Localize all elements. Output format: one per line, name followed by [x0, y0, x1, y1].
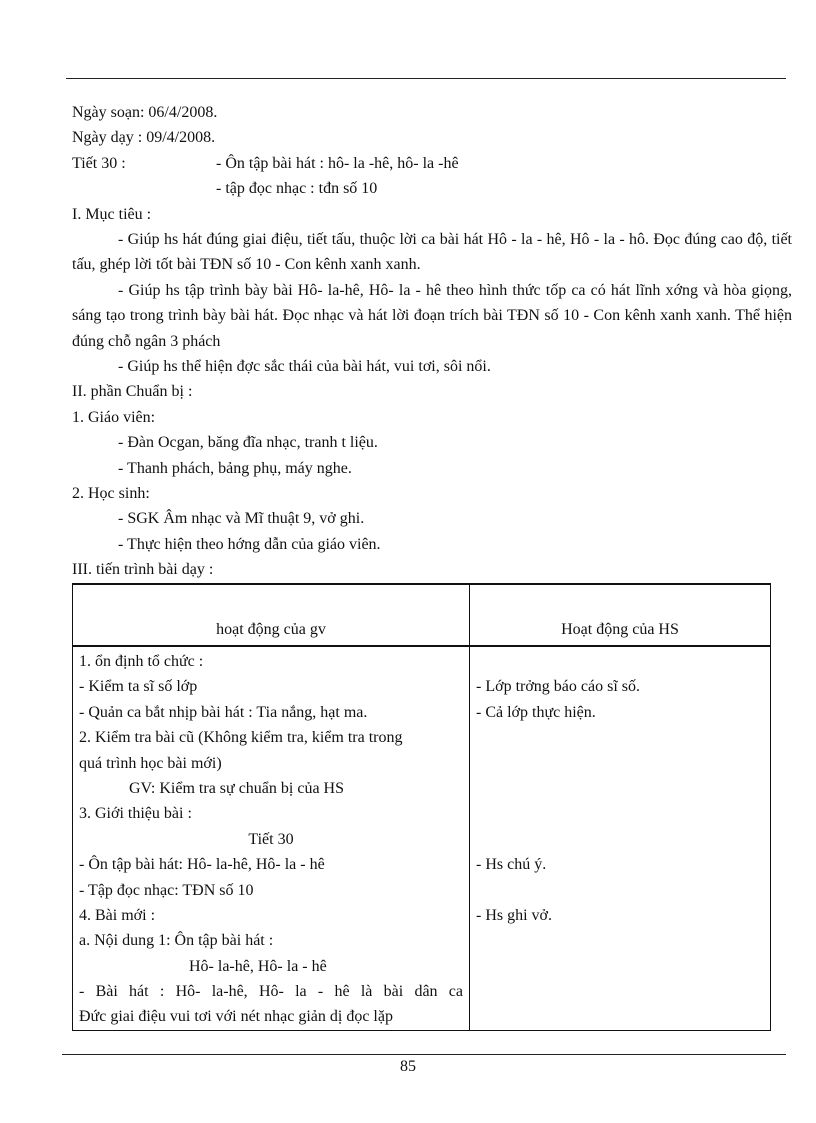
teacher-activity-lines [73, 647, 469, 1030]
student-activity-lines [470, 647, 770, 928]
hs-line [476, 801, 764, 826]
lesson-plan-body [72, 100, 792, 583]
activities-table [72, 583, 771, 1031]
ngay-soan: Ngày soạn: 06/4/2008. [72, 104, 218, 121]
muc-tieu-heading: I. Mục tiêu : [72, 205, 152, 223]
gv-line: - Tập đọc nhạc: TĐN số 10 [79, 881, 254, 899]
hs-line [476, 776, 764, 801]
gv-line: 3. Giới thiệu bài : [79, 805, 192, 823]
gv-line: Đức giai điệu vui tơi với nét nhạc giản dị đọc lặp [79, 1008, 393, 1026]
tiet-label: Tiết 30 : [72, 154, 126, 172]
hs-line: - Hs chú ý. [476, 856, 547, 874]
hs-line: - Cả lớp thực hiện. [476, 703, 596, 721]
gv-line: Hô- la-hê, Hô- la - hê [189, 957, 327, 975]
hs-line: - Lớp trởng báo cáo sĩ số. [476, 678, 640, 696]
footer-rule [62, 1054, 786, 1055]
table-header-row [73, 584, 771, 646]
tiet-row [72, 151, 792, 176]
hs-line [476, 649, 764, 674]
chuan-bi-heading: II. phần Chuẩn bị : [72, 383, 193, 401]
header-teacher-activity: hoạt động của gv [73, 584, 470, 646]
header-student-activity: Hoạt động của HS [470, 584, 771, 646]
gv-line: 1. ổn định tổ chức : [79, 653, 204, 670]
giao-vien-item-2: - Thanh phách, bảng phụ, máy nghe. [118, 459, 352, 477]
muc-tieu-paragraph-1: - Giúp hs hát đúng giai điệu, tiết tấu, thuộc lời ca bài hát Hô - la - hê, Hô - la - hô. Đọc đúng cao độ, tiết tấu, ghép lời tốt bài TĐN số 10 - Con kênh xanh xanh. [72, 230, 792, 274]
table-body-row [73, 646, 771, 1030]
hoc-sinh-item-2: - Thực hiện theo hớng dẫn của giáo viên. [118, 535, 381, 553]
page-number: 85 [400, 1058, 416, 1075]
gv-line: - Quản ca bắt nhịp bài hát : Tia nắng, hạt ma. [79, 703, 368, 721]
muc-tieu-paragraph-2: - Giúp hs tập trình bày bài Hô- la-hê, Hô- la - hê theo hình thức tốp ca có hát lĩnh xớng và hòa giọng, sáng tạo trong trình bày bài hát. Đọc nhạc và hát lời đoạn trích bài TĐN số 10 - Con kênh xanh xanh. Thể hiện đúng chỗ ngân 3 phách [72, 281, 792, 350]
tien-trinh-heading: III. tiến trình bài dạy : [72, 561, 214, 579]
header-rule [66, 78, 786, 79]
gv-line: Tiết 30 [248, 830, 294, 848]
gv-line: a. Nội dung 1: Ôn tập bài hát : [79, 932, 274, 950]
gv-line: - Bài hát : Hô- la-hê, Hô- la - hê là bài dân ca [79, 983, 463, 1001]
hs-line [476, 751, 764, 776]
student-activity-cell [470, 646, 771, 1030]
hs-line [476, 827, 764, 852]
hs-line [476, 878, 764, 903]
gv-line: - Kiểm ta sĩ số lớp [79, 678, 198, 696]
hs-line: - Hs ghi vở. [476, 906, 553, 924]
hoc-sinh-item-1: - SGK Âm nhạc và Mĩ thuật 9, vở ghi. [118, 510, 365, 528]
gv-line: 2. Kiểm tra bài cũ (Không kiểm tra, kiểm tra trong [79, 729, 403, 747]
tiet-item-1: - Ôn tập bài hát : hô- la -hê, hô- la -hê [216, 154, 459, 172]
tiet-item-2: - tập đọc nhạc : tđn số 10 [216, 180, 378, 198]
gv-line: quá trình học bài mới) [79, 754, 222, 772]
giao-vien-item-1: - Đàn Ocgan, băng đĩa nhạc, tranh t liệu. [118, 434, 378, 452]
gv-line: 4. Bài mới : [79, 906, 156, 924]
giao-vien-heading: 1. Giáo viên: [72, 408, 156, 426]
teacher-activity-cell [73, 646, 470, 1030]
gv-line: GV: Kiểm tra sự chuẩn bị của HS [129, 779, 344, 797]
muc-tieu-paragraph-3: - Giúp hs thể hiện đợc sắc thái của bài hát, vui tơi, sôi nổi. [118, 357, 491, 375]
hoc-sinh-heading: 2. Học sinh: [72, 484, 150, 502]
hs-line [476, 725, 764, 750]
ngay-day: Ngày dạy : 09/4/2008. [72, 129, 216, 147]
gv-line: - Ôn tập bài hát: Hô- la-hê, Hô- la - hê [79, 856, 325, 874]
